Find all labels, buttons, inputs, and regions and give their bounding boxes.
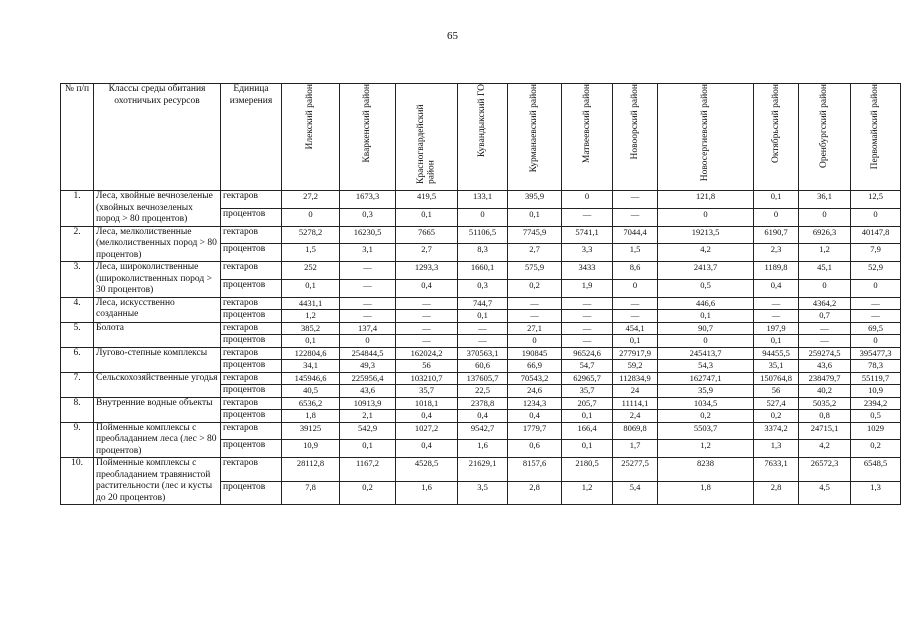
value-cell: 2413,7 <box>658 262 754 280</box>
value-cell: 8069,8 <box>613 422 658 440</box>
district-name: Матвеевский район <box>581 84 592 164</box>
value-cell: 1,6 <box>396 481 458 505</box>
value-cell: 2,8 <box>754 481 799 505</box>
unit-cell: гектаров <box>221 397 282 410</box>
value-cell: 69,5 <box>851 322 901 335</box>
value-cell: 0,1 <box>658 310 754 323</box>
value-cell: — <box>562 322 613 335</box>
value-cell: 2,8 <box>508 481 562 505</box>
value-cell: 0,1 <box>754 335 799 348</box>
value-cell: — <box>562 297 613 310</box>
value-cell: 744,7 <box>458 297 508 310</box>
value-cell: 3433 <box>562 262 613 280</box>
value-cell: 5278,2 <box>282 226 340 244</box>
value-cell: 259274,5 <box>799 347 851 360</box>
value-cell: 8,3 <box>458 244 508 262</box>
value-cell: 370563,1 <box>458 347 508 360</box>
habitat-class: Болота <box>94 322 221 347</box>
value-cell: 190845 <box>508 347 562 360</box>
row-number: 9. <box>61 422 94 458</box>
value-cell: — <box>508 310 562 323</box>
value-cell: 35,9 <box>658 385 754 398</box>
value-cell: 225956,4 <box>340 372 396 385</box>
header-district <box>508 84 562 191</box>
value-cell: 24 <box>613 385 658 398</box>
value-cell: 277917,9 <box>613 347 658 360</box>
table-row <box>61 322 901 335</box>
unit-cell: гектаров <box>221 372 282 385</box>
value-cell: 527,4 <box>754 397 799 410</box>
value-cell: 12,5 <box>851 191 901 209</box>
value-cell: 1,7 <box>613 440 658 458</box>
value-cell: 10913,9 <box>340 397 396 410</box>
header-district <box>458 84 508 191</box>
value-cell: 6190,7 <box>754 226 799 244</box>
unit-cell: процентов <box>221 385 282 398</box>
value-cell: 1779,7 <box>508 422 562 440</box>
value-cell: 1,8 <box>658 481 754 505</box>
header-district <box>340 84 396 191</box>
value-cell: 2,3 <box>754 244 799 262</box>
value-cell: 0 <box>508 335 562 348</box>
value-cell: 6536,2 <box>282 397 340 410</box>
header-district <box>658 84 754 191</box>
value-cell: — <box>613 297 658 310</box>
value-cell: 1660,1 <box>458 262 508 280</box>
unit-cell: гектаров <box>221 226 282 244</box>
unit-cell: процентов <box>221 410 282 423</box>
value-cell: 245413,7 <box>658 347 754 360</box>
table-row <box>61 262 901 280</box>
value-cell: 3374,2 <box>754 422 799 440</box>
value-cell: 0 <box>658 335 754 348</box>
row-number: 7. <box>61 372 94 397</box>
value-cell: 2180,5 <box>562 458 613 482</box>
value-cell: 454,1 <box>613 322 658 335</box>
value-cell: 112834,9 <box>613 372 658 385</box>
habitat-class: Лугово-степные комплексы <box>94 347 221 372</box>
value-cell: 35,1 <box>754 360 799 373</box>
value-cell: 43,6 <box>799 360 851 373</box>
value-cell: 59,2 <box>613 360 658 373</box>
value-cell: 34,1 <box>282 360 340 373</box>
value-cell: 7044,4 <box>613 226 658 244</box>
table-row <box>61 372 901 385</box>
value-cell: 6548,5 <box>851 458 901 482</box>
value-cell: — <box>799 322 851 335</box>
row-number: 10. <box>61 458 94 505</box>
value-cell: 103210,7 <box>396 372 458 385</box>
row-number: 6. <box>61 347 94 372</box>
district-name: Курманаевский район <box>529 84 540 173</box>
value-cell: 395477,3 <box>851 347 901 360</box>
value-cell: 0,1 <box>508 208 562 226</box>
value-cell: 24715,1 <box>799 422 851 440</box>
value-cell: 137,4 <box>340 322 396 335</box>
value-cell: 10,9 <box>851 385 901 398</box>
value-cell: 60,6 <box>458 360 508 373</box>
value-cell: 25277,5 <box>613 458 658 482</box>
value-cell: 0,1 <box>754 191 799 209</box>
value-cell: 8,6 <box>613 262 658 280</box>
district-name: Красногвардейский район <box>416 104 437 184</box>
value-cell: 1018,1 <box>396 397 458 410</box>
value-cell: 0 <box>340 335 396 348</box>
value-cell: 35,7 <box>562 385 613 398</box>
value-cell: 0 <box>799 208 851 226</box>
value-cell: 0,1 <box>562 440 613 458</box>
value-cell: 0 <box>851 279 901 297</box>
value-cell: — <box>340 310 396 323</box>
header-district <box>613 84 658 191</box>
value-cell: 150764,8 <box>754 372 799 385</box>
unit-cell: гектаров <box>221 347 282 360</box>
value-cell: — <box>340 262 396 280</box>
unit-cell: процентов <box>221 360 282 373</box>
value-cell: — <box>396 297 458 310</box>
value-cell: 1189,8 <box>754 262 799 280</box>
value-cell: 1,8 <box>282 410 340 423</box>
unit-cell: процентов <box>221 335 282 348</box>
table-row <box>61 297 901 310</box>
value-cell: 7665 <box>396 226 458 244</box>
value-cell: — <box>396 322 458 335</box>
value-cell: 40,5 <box>282 385 340 398</box>
value-cell: 22,5 <box>458 385 508 398</box>
value-cell: — <box>396 310 458 323</box>
row-number: 5. <box>61 322 94 347</box>
table-row <box>61 397 901 410</box>
district-name: Первомайский район <box>870 84 881 170</box>
value-cell: — <box>754 310 799 323</box>
value-cell: 0 <box>799 279 851 297</box>
value-cell: 51106,5 <box>458 226 508 244</box>
value-cell: 9542,7 <box>458 422 508 440</box>
value-cell: — <box>340 279 396 297</box>
value-cell: 3,1 <box>340 244 396 262</box>
header-district <box>754 84 799 191</box>
unit-cell: процентов <box>221 440 282 458</box>
value-cell: 1234,3 <box>508 397 562 410</box>
table-row <box>61 458 901 482</box>
value-cell: 0,2 <box>754 410 799 423</box>
unit-cell: гектаров <box>221 322 282 335</box>
table-row <box>61 347 901 360</box>
value-cell: 7633,1 <box>754 458 799 482</box>
value-cell: 238479,7 <box>799 372 851 385</box>
value-cell: 2,4 <box>613 410 658 423</box>
value-cell: 0 <box>458 208 508 226</box>
value-cell: 446,6 <box>658 297 754 310</box>
district-name: Новоорский район <box>629 84 640 160</box>
value-cell: 0 <box>851 208 901 226</box>
value-cell: — <box>396 335 458 348</box>
header-district <box>562 84 613 191</box>
value-cell: — <box>458 322 508 335</box>
header-num: № п/п <box>61 84 94 191</box>
value-cell: 55119,7 <box>851 372 901 385</box>
value-cell: — <box>613 208 658 226</box>
value-cell: 0 <box>282 208 340 226</box>
value-cell: 1293,3 <box>396 262 458 280</box>
value-cell: 1027,2 <box>396 422 458 440</box>
value-cell: 1,3 <box>754 440 799 458</box>
value-cell: 27,1 <box>508 322 562 335</box>
value-cell: 1,5 <box>613 244 658 262</box>
value-cell: 0,4 <box>396 279 458 297</box>
row-number: 4. <box>61 297 94 322</box>
value-cell: 4528,5 <box>396 458 458 482</box>
value-cell: 0 <box>754 208 799 226</box>
value-cell: 40147,8 <box>851 226 901 244</box>
value-cell: 0,4 <box>458 410 508 423</box>
value-cell: 0,3 <box>340 208 396 226</box>
value-cell: 0 <box>658 208 754 226</box>
page-number: 65 <box>447 30 458 42</box>
habitat-class: Сельскохозяйственные угодья <box>94 372 221 397</box>
value-cell: 0,1 <box>613 335 658 348</box>
value-cell: 162747,1 <box>658 372 754 385</box>
header-row <box>61 84 901 191</box>
value-cell: 1,2 <box>658 440 754 458</box>
value-cell: 1,2 <box>282 310 340 323</box>
value-cell: 162024,2 <box>396 347 458 360</box>
value-cell: 4431,1 <box>282 297 340 310</box>
value-cell: 8238 <box>658 458 754 482</box>
value-cell: — <box>340 297 396 310</box>
header-district <box>851 84 901 191</box>
row-number: 1. <box>61 191 94 227</box>
habitat-class: Пойменные комплексы с преобладанием травянистой растительности (лес и кусты до 20 процентов) <box>94 458 221 505</box>
value-cell: 575,9 <box>508 262 562 280</box>
unit-cell: гектаров <box>221 458 282 482</box>
value-cell: 419,5 <box>396 191 458 209</box>
value-cell: — <box>851 310 901 323</box>
district-name: Илекский район <box>305 84 316 150</box>
header-district <box>799 84 851 191</box>
unit-cell: процентов <box>221 244 282 262</box>
row-number: 8. <box>61 397 94 422</box>
value-cell: 1167,2 <box>340 458 396 482</box>
value-cell: 27,2 <box>282 191 340 209</box>
unit-cell: гектаров <box>221 262 282 280</box>
habitat-class: Леса, мелколиственные (мелколиственных пород > 80 процентов) <box>94 226 221 262</box>
value-cell: 122804,6 <box>282 347 340 360</box>
value-cell: 137605,7 <box>458 372 508 385</box>
habitat-class: Пойменные комплексы с преобладанием леса (лес > 80 процентов) <box>94 422 221 458</box>
habitat-class: Леса, искусственно созданные <box>94 297 221 322</box>
value-cell: — <box>613 191 658 209</box>
habitat-class: Леса, широколиственные (широколиственных пород > 30 процентов) <box>94 262 221 298</box>
value-cell: 35,7 <box>396 385 458 398</box>
value-cell: 0,2 <box>340 481 396 505</box>
value-cell: 1029 <box>851 422 901 440</box>
value-cell: — <box>799 335 851 348</box>
value-cell: 5,4 <box>613 481 658 505</box>
value-cell: 49,3 <box>340 360 396 373</box>
value-cell: — <box>458 335 508 348</box>
district-name: Новосергиевский район <box>700 84 711 182</box>
value-cell: — <box>851 297 901 310</box>
value-cell: 0,1 <box>340 440 396 458</box>
value-cell: — <box>562 335 613 348</box>
value-cell: 54,7 <box>562 360 613 373</box>
value-cell: 0,1 <box>282 279 340 297</box>
value-cell: 1034,5 <box>658 397 754 410</box>
value-cell: 542,9 <box>340 422 396 440</box>
value-cell: 26572,3 <box>799 458 851 482</box>
value-cell: 36,1 <box>799 191 851 209</box>
district-name: Оренбургский район <box>819 84 830 169</box>
value-cell: 45,1 <box>799 262 851 280</box>
value-cell: 0,4 <box>396 440 458 458</box>
value-cell: 133,1 <box>458 191 508 209</box>
value-cell: 166,4 <box>562 422 613 440</box>
value-cell: 56 <box>396 360 458 373</box>
value-cell: 2,1 <box>340 410 396 423</box>
value-cell: 4364,2 <box>799 297 851 310</box>
value-cell: 90,7 <box>658 322 754 335</box>
value-cell: 66,9 <box>508 360 562 373</box>
table-row <box>61 422 901 440</box>
value-cell: 0,1 <box>396 208 458 226</box>
value-cell: 62965,7 <box>562 372 613 385</box>
value-cell: 56 <box>754 385 799 398</box>
value-cell: 0 <box>851 335 901 348</box>
value-cell: 11114,1 <box>613 397 658 410</box>
header-unit: Единица измерения <box>221 84 282 191</box>
value-cell: 0 <box>562 191 613 209</box>
value-cell: 197,9 <box>754 322 799 335</box>
value-cell: 70543,2 <box>508 372 562 385</box>
table-row <box>61 191 901 209</box>
value-cell: 2,7 <box>396 244 458 262</box>
value-cell: 43,6 <box>340 385 396 398</box>
value-cell: 0,4 <box>396 410 458 423</box>
header-district <box>282 84 340 191</box>
value-cell: 7745,9 <box>508 226 562 244</box>
value-cell: 254844,5 <box>340 347 396 360</box>
value-cell: 78,3 <box>851 360 901 373</box>
value-cell: 6926,3 <box>799 226 851 244</box>
value-cell: 40,2 <box>799 385 851 398</box>
value-cell: 0,1 <box>458 310 508 323</box>
value-cell: 21629,1 <box>458 458 508 482</box>
unit-cell: процентов <box>221 481 282 505</box>
value-cell: 28112,8 <box>282 458 340 482</box>
value-cell: — <box>613 310 658 323</box>
table-row <box>61 226 901 244</box>
value-cell: 0,1 <box>282 335 340 348</box>
value-cell: 0,5 <box>658 279 754 297</box>
habitat-class: Внутренние водные объекты <box>94 397 221 422</box>
value-cell: 1,6 <box>458 440 508 458</box>
row-number: 2. <box>61 226 94 262</box>
value-cell: 3,3 <box>562 244 613 262</box>
district-name: Кувандыкский ГО <box>477 84 488 158</box>
unit-cell: процентов <box>221 208 282 226</box>
value-cell: 39125 <box>282 422 340 440</box>
value-cell: 0,8 <box>799 410 851 423</box>
value-cell: 1,2 <box>799 244 851 262</box>
value-cell: 8157,6 <box>508 458 562 482</box>
value-cell: 2,7 <box>508 244 562 262</box>
value-cell: 252 <box>282 262 340 280</box>
value-cell: 16230,5 <box>340 226 396 244</box>
value-cell: 0,3 <box>458 279 508 297</box>
value-cell: 0,4 <box>508 410 562 423</box>
value-cell: 205,7 <box>562 397 613 410</box>
value-cell: — <box>562 310 613 323</box>
value-cell: 19213,5 <box>658 226 754 244</box>
value-cell: 4,2 <box>658 244 754 262</box>
district-name: Октябрьский район <box>770 84 781 163</box>
value-cell: 10,9 <box>282 440 340 458</box>
unit-cell: процентов <box>221 310 282 323</box>
value-cell: 0,1 <box>562 410 613 423</box>
value-cell: 0,7 <box>799 310 851 323</box>
unit-cell: гектаров <box>221 297 282 310</box>
value-cell: 385,2 <box>282 322 340 335</box>
value-cell: 1,2 <box>562 481 613 505</box>
unit-cell: процентов <box>221 279 282 297</box>
value-cell: 4,2 <box>799 440 851 458</box>
unit-cell: гектаров <box>221 191 282 209</box>
value-cell: 145946,6 <box>282 372 340 385</box>
value-cell: 1,5 <box>282 244 340 262</box>
value-cell: 1673,3 <box>340 191 396 209</box>
value-cell: 24,6 <box>508 385 562 398</box>
district-name: Кваркенский район <box>362 84 373 163</box>
value-cell: 1,3 <box>851 481 901 505</box>
value-cell: 7,8 <box>282 481 340 505</box>
value-cell: 94455,5 <box>754 347 799 360</box>
value-cell: 2394,2 <box>851 397 901 410</box>
value-cell: 0,6 <box>508 440 562 458</box>
value-cell: — <box>562 208 613 226</box>
header-district <box>396 84 458 191</box>
value-cell: 1,9 <box>562 279 613 297</box>
value-cell: 3,5 <box>458 481 508 505</box>
value-cell: 5503,7 <box>658 422 754 440</box>
header-class: Классы среды обитания охотничьих ресурсов <box>94 84 221 191</box>
value-cell: 0,2 <box>508 279 562 297</box>
value-cell: 0,4 <box>754 279 799 297</box>
value-cell: 0,5 <box>851 410 901 423</box>
value-cell: 7,9 <box>851 244 901 262</box>
habitat-class: Леса, хвойные вечнозеленые (хвойных вечнозеленых пород > 80 процентов) <box>94 191 221 227</box>
value-cell: 121,8 <box>658 191 754 209</box>
value-cell: — <box>508 297 562 310</box>
value-cell: 54,3 <box>658 360 754 373</box>
value-cell: 52,9 <box>851 262 901 280</box>
value-cell: 5741,1 <box>562 226 613 244</box>
value-cell: — <box>754 297 799 310</box>
value-cell: 0,2 <box>851 440 901 458</box>
value-cell: 5035,2 <box>799 397 851 410</box>
value-cell: 395,9 <box>508 191 562 209</box>
unit-cell: гектаров <box>221 422 282 440</box>
habitat-table <box>60 83 901 505</box>
value-cell: 2378,8 <box>458 397 508 410</box>
value-cell: 0 <box>613 279 658 297</box>
row-number: 3. <box>61 262 94 298</box>
value-cell: 4,5 <box>799 481 851 505</box>
value-cell: 96524,6 <box>562 347 613 360</box>
value-cell: 0,2 <box>658 410 754 423</box>
